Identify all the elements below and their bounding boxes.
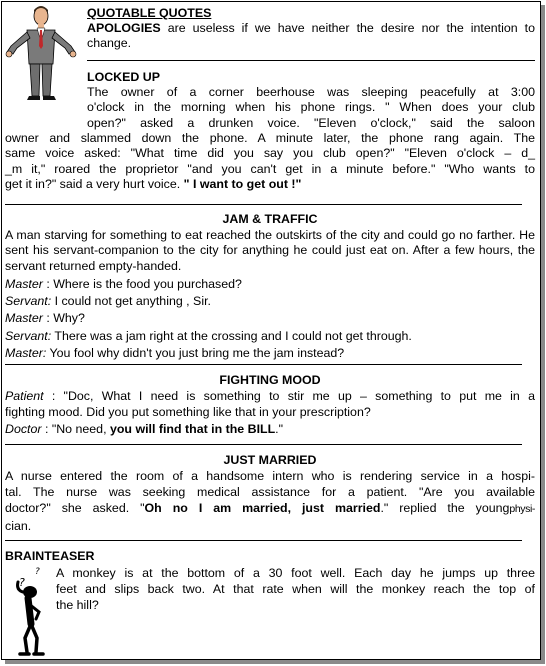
text-line [5,421,535,437]
text-run: physi- [509,503,536,516]
thinking-figure-icon [6,562,56,658]
divider [5,204,522,205]
dialogue-line [5,310,535,327]
quotable-heading: QUOTABLE QUOTES [87,6,212,20]
text-run: ." replied the young [380,501,510,516]
speech: There was a jam right at the crossing and I could not get through. [51,328,412,343]
speech: You fool why didn't you just bring me the jam instead? [46,345,345,360]
text-line: A nurse entered the room of a handsome intern who is rendering service in a hospi- [5,469,535,483]
speech: I could not get anything , Sir. [51,294,211,309]
text-line: A monkey is at the bottom of a 30 foot well. Each day he jumps up three [56,566,535,580]
speaker: Servant: [5,294,52,309]
text-line: feet and slips back two. At that rate when will the monkey reach the top of [56,582,535,597]
text-bold: Oh no I am married, just married [144,501,381,516]
text-line [5,177,535,192]
brainteaser-heading: BRAINTEASER [5,549,95,563]
speech: : Where is the food you purchased? [42,277,242,291]
jam-heading: JAM & TRAFFIC [222,212,318,226]
married-heading: JUST MARRIED [223,453,317,467]
quotable-text [87,21,535,52]
text-line: The owner of a corner beerhouse was sleeping peacefully at 3:00 [87,85,535,99]
fighting-text [5,388,535,437]
text-line [5,388,535,404]
question-mark: ? [19,576,25,589]
text-line: o'clock in the morning when his phone rings. " When does your club [87,100,535,115]
text-line: _m it," roared the proprietor "and you can't get in a minute before." "Who wants to [5,161,535,176]
married-text [5,468,535,534]
text-line: tal. The nurse was seeking medical assistance for a patient. "Are you available [5,485,535,500]
quotable-lead: APOLOGIES [87,21,161,35]
speaker: Doctor [5,421,42,436]
speech-bold: you will find that in the BILL [109,421,276,436]
speaker: Master: [5,345,47,360]
brainteaser-text [56,565,535,614]
speaker: Patient [5,389,44,403]
text-line [5,500,535,517]
quotable-body: are useless if we have neither the desire nor the intention to change. [87,21,535,51]
divider [5,444,522,445]
text-line: the hill? [56,598,99,613]
divider [87,60,535,61]
dialogue-line [5,328,535,345]
question-mark: ? [35,567,40,577]
text-line: owner and slammed down the phone. A minute later, the phone rang again. The [5,131,535,145]
text-line: fighting mood. Did you put something like that in your prescription? [5,405,371,420]
dialogue-line [5,293,535,310]
speech: : "Doc, What I need is something to stir me up – something to put me in a [43,389,535,403]
text-line: open?" asked a drunken voice. "Eleven o'clock," said the saloon [87,115,535,130]
dialogue-line [5,345,535,362]
speech-end: ." [275,421,284,436]
text-line: same voice asked: "What time did you say you club open?" "Eleven o'clock – d_ [5,146,535,161]
locked-up-text-bottom [5,131,535,192]
text-line: cian. [5,518,32,533]
fighting-heading: FIGHTING MOOD [219,373,321,387]
locked-up-heading: LOCKED UP [87,70,160,84]
speech: : "No need, [41,421,110,436]
dialogue-line [5,276,535,293]
divider [5,540,522,541]
speaker: Master [5,311,43,326]
speaker: Master [5,277,43,291]
jam-paragraph: A man starving for something to eat reached the outskirts of the city and could go no farther. He sent his servant-companion to the city for anything he could just eat on. After a few hours, the servant returned empty-handed. [5,228,535,273]
locked-up-last: get it in?" said a very hurt voice. [5,176,184,191]
businessman-icon [3,2,79,102]
speech: : Why? [42,311,85,326]
text-run: doctor?" she asked. " [5,501,145,516]
locked-up-text-top [87,85,535,131]
speaker: Servant: [5,328,52,343]
locked-up-punchline: " I want to get out !" [183,176,302,191]
divider [5,364,522,365]
jam-dialogue [5,276,535,362]
